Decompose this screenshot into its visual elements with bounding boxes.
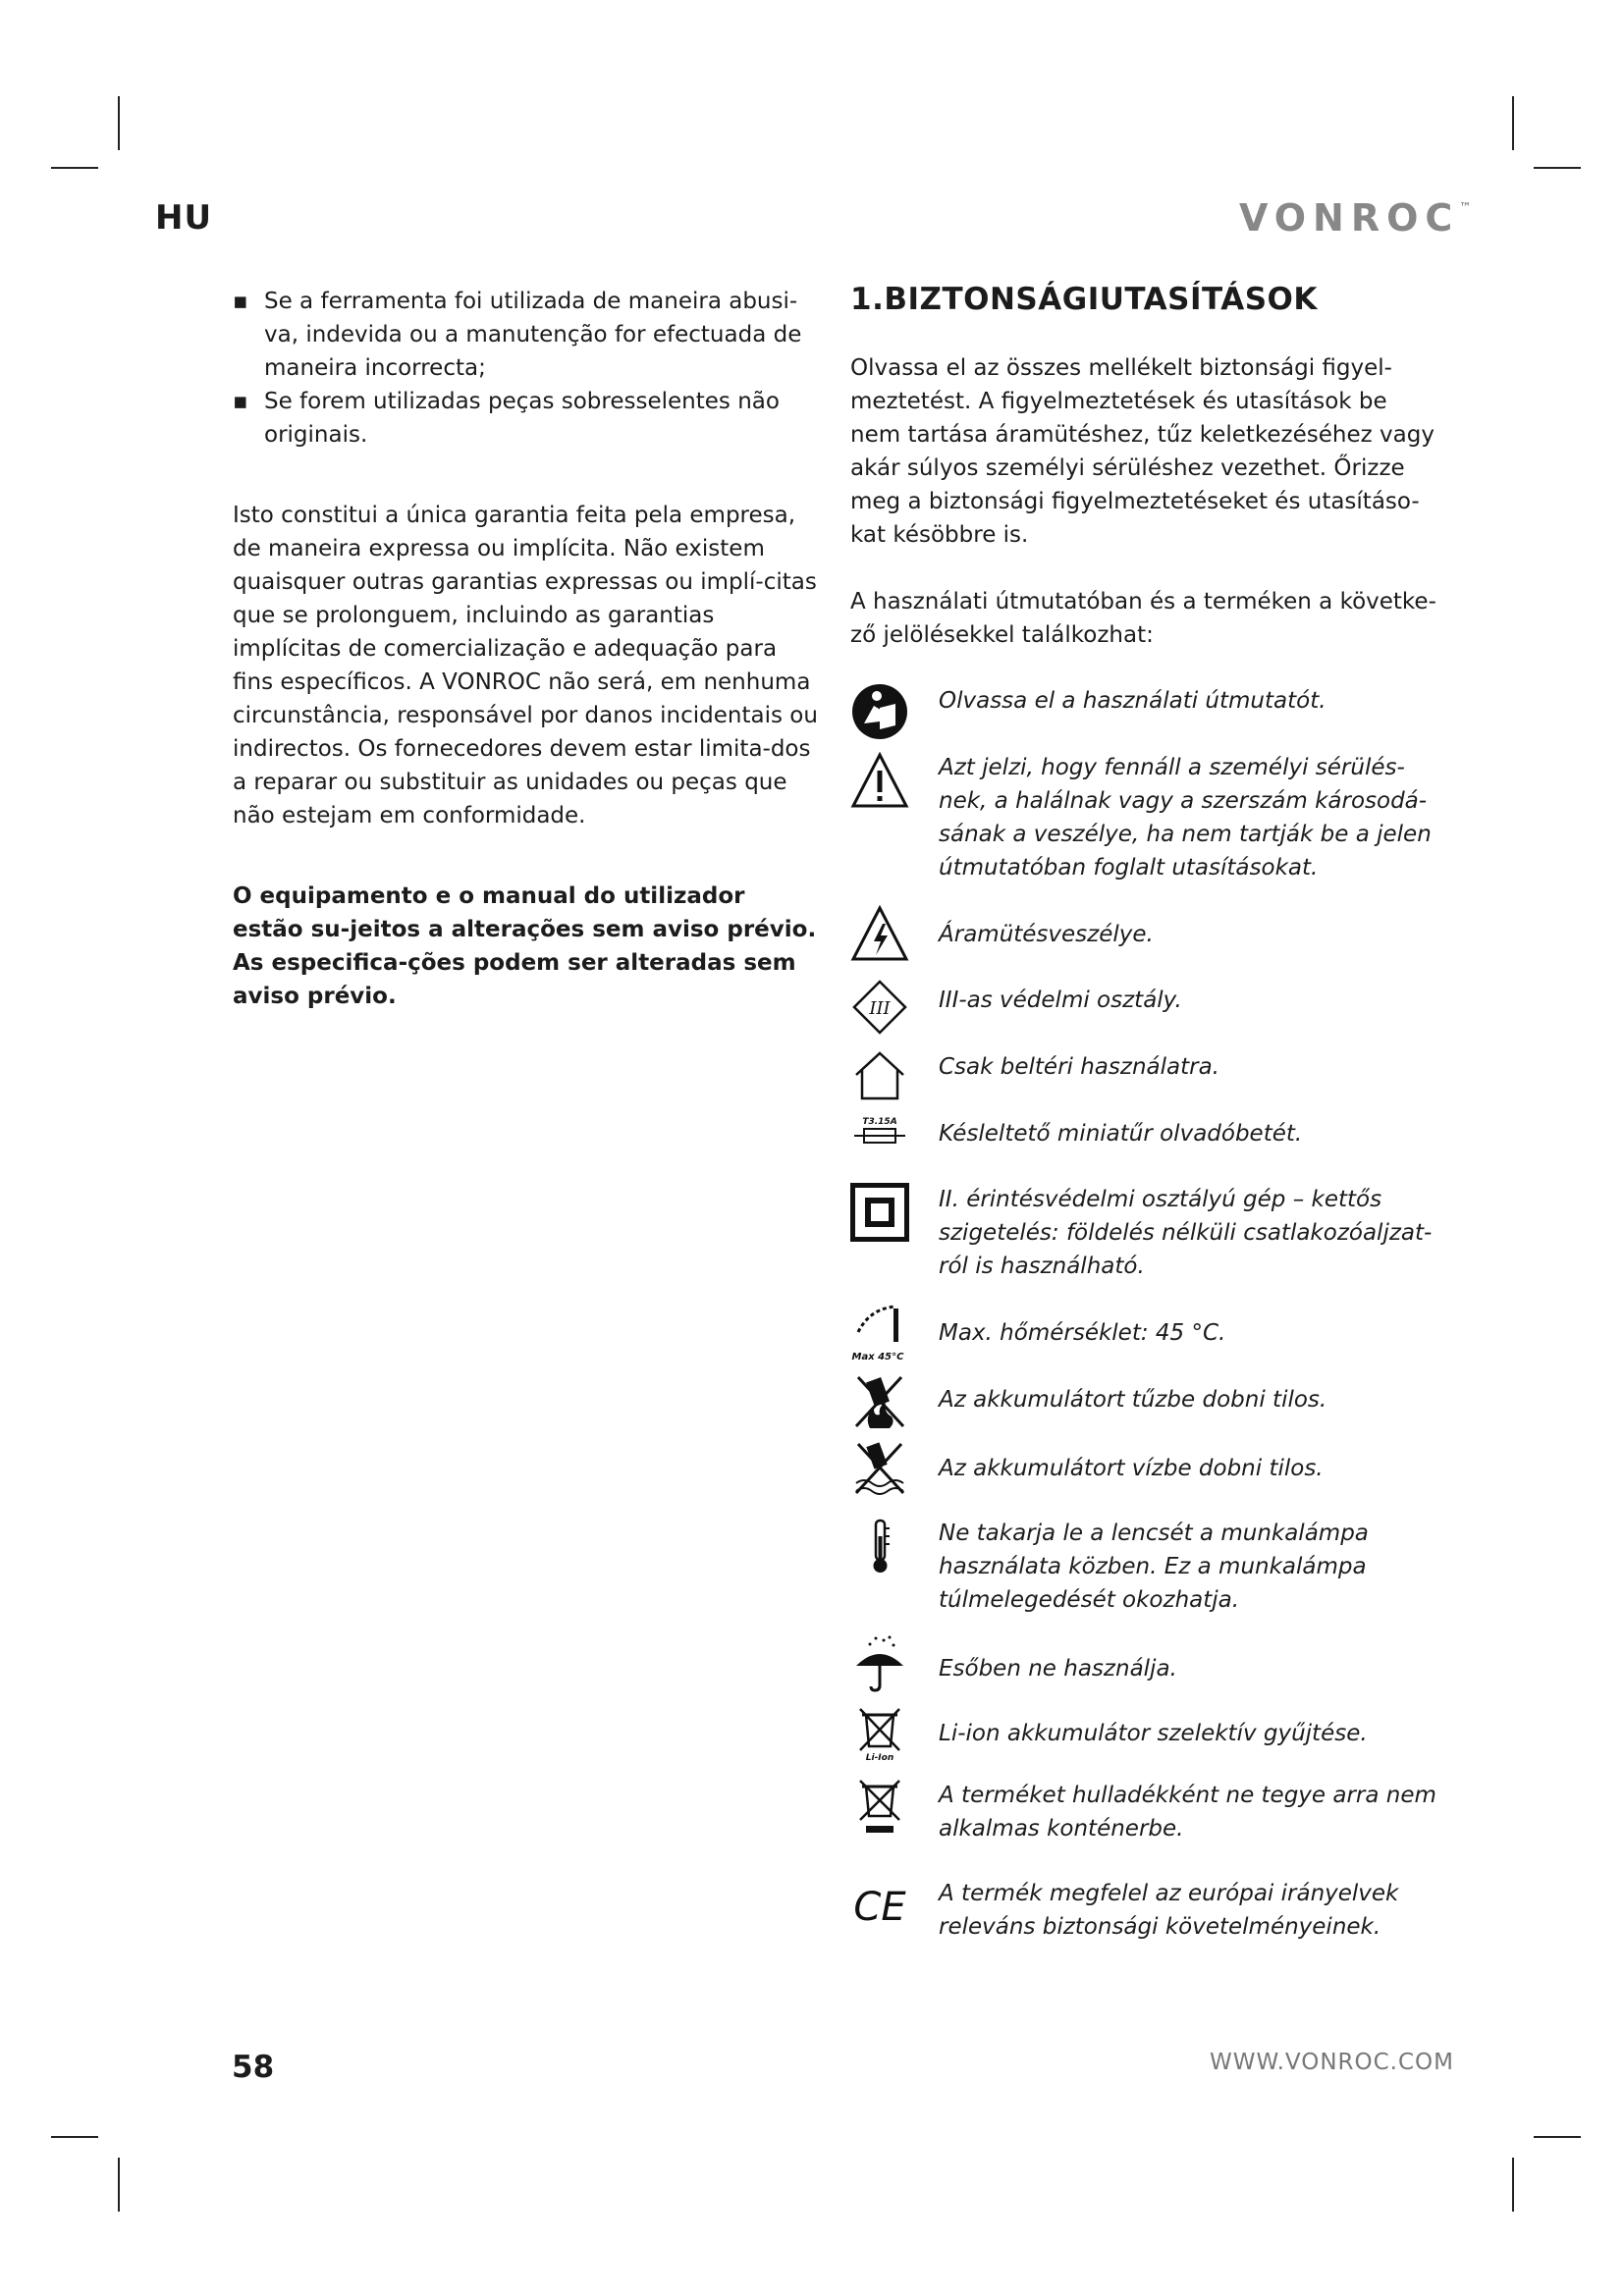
crop-mark	[51, 2136, 98, 2138]
language-code: HU	[155, 198, 213, 238]
crop-mark	[51, 167, 98, 169]
right-column	[850, 279, 1439, 652]
crop-mark	[1534, 2136, 1581, 2138]
electric-shock-icon	[850, 904, 909, 963]
intro-paragraph: Olvassa el az összes mellékelt biztonsági figyel-meztetést. A figyelmeztetések és utasítások be nem tartása áramütéshez, tűz keletkezéséhez vagy akár súlyos személyi sérüléshez vezethet. Őrizze meg a biztonsági figyelmeztetéseket és utasításo-kat késöbbre is.	[850, 355, 1435, 548]
protection-class-3-icon	[850, 978, 909, 1037]
thermometer-icon	[850, 1517, 909, 1575]
list-item: ▪ Se forem utilizadas peças sobresselentes não originais.	[233, 389, 780, 448]
crop-mark	[118, 96, 120, 150]
max-temperature-icon	[850, 1303, 909, 1362]
crop-mark	[1512, 96, 1514, 150]
no-fire-battery-icon	[850, 1371, 909, 1430]
read-manual-icon	[850, 682, 909, 741]
crop-mark	[1512, 2158, 1514, 2212]
svg-text:Li-Ion: Li-Ion	[865, 1753, 894, 1762]
intro-paragraph-2: A használati útmutatóban és a terméken a követke-ző jelölésekkel találkozhat:	[850, 589, 1436, 648]
section-heading: 1.BIZTONSÁGIUTASÍTÁSOK	[850, 282, 1318, 317]
svg-text:CE: CE	[853, 1885, 906, 1930]
crop-mark	[1534, 167, 1581, 169]
website-url: WWW.VONROC.COM	[1210, 2050, 1454, 2075]
double-insulation-icon	[850, 1183, 909, 1242]
crop-mark	[118, 2158, 120, 2212]
change-notice: O equipamento e o manual do utilizador estão su-jeitos a alterações sem aviso prévio. As especifica-ções podem ser alteradas sem aviso prévio.	[233, 883, 817, 1009]
svg-text:III: III	[869, 998, 891, 1019]
svg-text:Max 45°C: Max 45°C	[851, 1352, 904, 1362]
page-number: 58	[232, 2050, 275, 2085]
left-column	[233, 285, 822, 1013]
warning-triangle-icon	[850, 751, 909, 810]
brand-logo: VONROC™	[1239, 196, 1472, 240]
li-ion-recycle-icon	[850, 1703, 909, 1762]
fuse-icon	[850, 1111, 909, 1170]
no-water-battery-icon	[850, 1438, 909, 1497]
ce-mark-icon	[850, 1875, 909, 1934]
weee-bin-icon	[850, 1777, 909, 1836]
indoor-use-icon	[850, 1045, 909, 1104]
no-rain-icon	[850, 1634, 909, 1693]
warranty-paragraph: Isto constitui a única garantia feita pela empresa, de maneira expressa ou implícita. Não existem quaisquer outras garantias expressas ou implí-citas que se prolonguem, incluindo as garantias implícitas de comercialização e adequação para fins específicos. A VONROC não será, em nenhuma circunstância, responsável por danos incidentais ou indirectos. Os fornecedores devem estar limita-dos a reparar ou substituir as unidades ou peças que não estejam em conformidade.	[233, 503, 818, 828]
list-item: ▪ Se a ferramenta foi utilizada de maneira abusi-va, indevida ou a manutenção for efectuada de maneira incorrecta;	[233, 289, 802, 381]
svg-text:T3.15A: T3.15A	[862, 1117, 897, 1127]
